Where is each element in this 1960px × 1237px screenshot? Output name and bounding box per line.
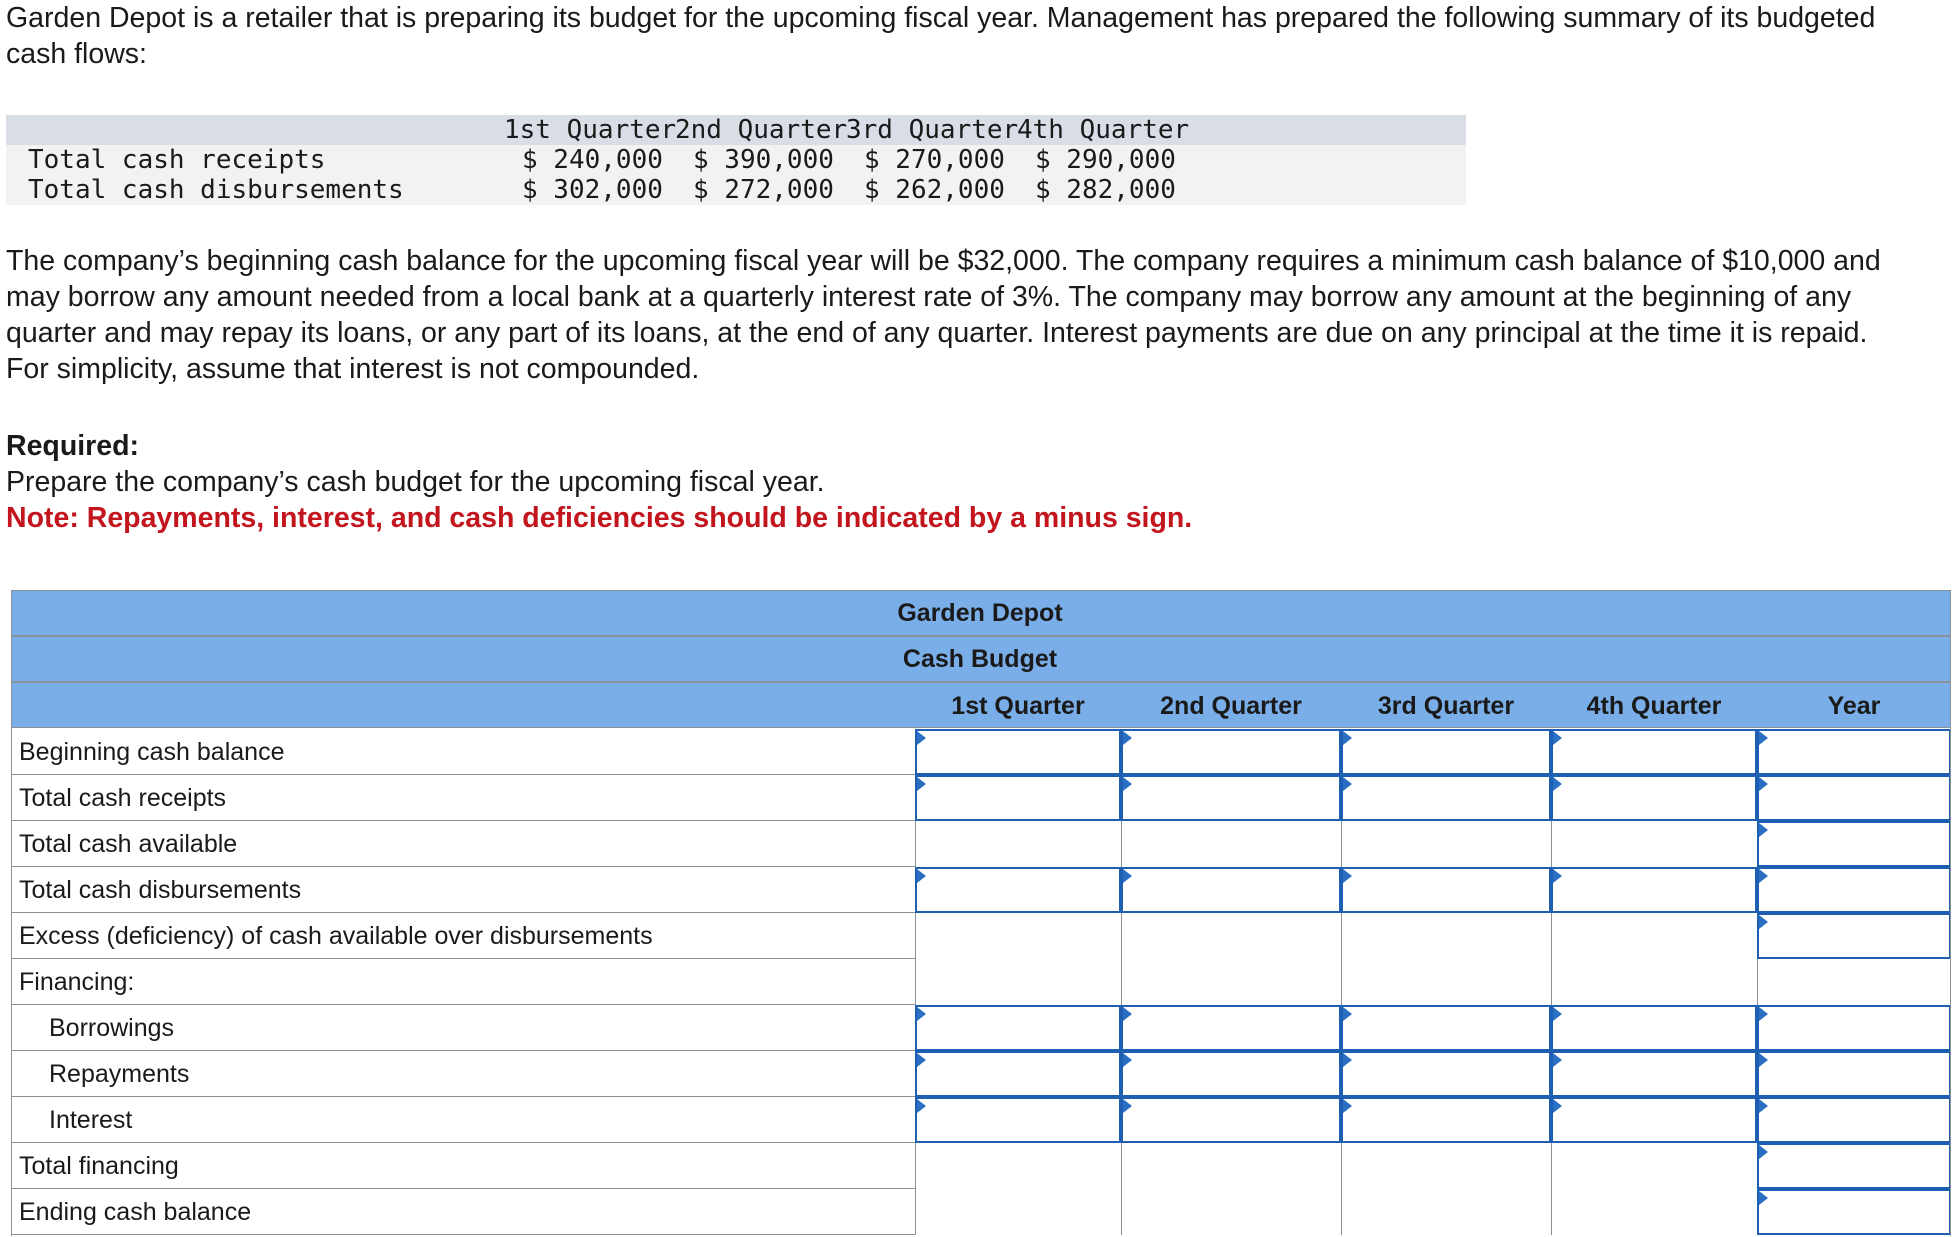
amount-cell	[915, 821, 1121, 867]
summary-value: $ 270,000	[864, 145, 1005, 175]
amount-cell	[1121, 1143, 1341, 1189]
budget-row-label: Total cash receipts	[19, 784, 227, 812]
budget-row	[11, 1051, 1951, 1097]
amount-cell	[915, 959, 1121, 1005]
amount-input[interactable]	[1551, 1051, 1757, 1097]
amount-input[interactable]	[915, 1005, 1121, 1051]
amount-input[interactable]	[1341, 867, 1551, 913]
amount-input[interactable]	[1121, 729, 1341, 775]
summary-header-q3: 3rd Quarter	[846, 115, 1019, 145]
amount-cell	[1551, 1143, 1757, 1189]
amount-cell	[1121, 913, 1341, 959]
amount-cell	[1551, 821, 1757, 867]
amount-input[interactable]	[915, 1097, 1121, 1143]
amount-input[interactable]	[1757, 1189, 1951, 1235]
amount-cell	[1341, 1143, 1551, 1189]
required-instructions: Prepare the company’s cash budget for the upcoming fiscal year.	[6, 466, 825, 498]
summary-row-label: Total cash disbursements	[28, 175, 404, 205]
amount-input[interactable]	[1757, 1005, 1951, 1051]
required-heading: Required:	[6, 430, 140, 462]
amount-cell	[1121, 821, 1341, 867]
budget-row	[11, 775, 1951, 821]
summary-header-q1: 1st Quarter	[504, 115, 677, 145]
budget-row-label: Borrowings	[49, 1014, 175, 1042]
column-header-q4: 4th Quarter	[1586, 692, 1722, 720]
amount-input[interactable]	[1757, 1143, 1951, 1189]
amount-input[interactable]	[1121, 775, 1341, 821]
amount-cell	[1341, 1189, 1551, 1235]
budget-row-label: Total financing	[19, 1152, 179, 1180]
budget-row	[11, 1189, 1951, 1235]
amount-input[interactable]	[1121, 1051, 1341, 1097]
amount-cell	[1341, 821, 1551, 867]
budget-row	[11, 959, 1951, 1005]
amount-input[interactable]	[1121, 1005, 1341, 1051]
budget-title-row	[11, 636, 1951, 682]
column-header-q1: 1st Quarter	[951, 692, 1085, 720]
summary-value: $ 302,000	[522, 175, 663, 205]
amount-input[interactable]	[1757, 867, 1951, 913]
budget-row	[11, 867, 1951, 913]
amount-input[interactable]	[1551, 1097, 1757, 1143]
budget-row	[11, 729, 1951, 775]
budget-row-label: Total cash available	[19, 830, 238, 858]
amount-cell	[915, 1143, 1121, 1189]
amount-input[interactable]	[1121, 1097, 1341, 1143]
amount-input[interactable]	[1551, 1005, 1757, 1051]
budget-row-label: Financing:	[19, 968, 135, 996]
amount-input[interactable]	[1121, 867, 1341, 913]
company-name: Garden Depot	[897, 599, 1063, 627]
amount-cell	[1121, 1189, 1341, 1235]
budget-row	[11, 1143, 1951, 1189]
amount-input[interactable]	[1551, 775, 1757, 821]
amount-input[interactable]	[1757, 729, 1951, 775]
amount-input[interactable]	[1757, 913, 1951, 959]
amount-cell	[1551, 959, 1757, 1005]
summary-value: $ 282,000	[1035, 175, 1176, 205]
summary-value: $ 272,000	[693, 175, 834, 205]
summary-value: $ 262,000	[864, 175, 1005, 205]
amount-cell	[1551, 1189, 1757, 1235]
budget-row	[11, 1097, 1951, 1143]
column-header-q2: 2nd Quarter	[1160, 692, 1302, 720]
amount-input[interactable]	[1341, 1005, 1551, 1051]
intro-paragraph: Garden Depot is a retailer that is preparing its budget for the upcoming fiscal year. Management has prepared the following summary of its budgeted cash flows:	[6, 2, 1876, 70]
amount-cell	[1757, 959, 1951, 1005]
column-header-q3: 3rd Quarter	[1377, 692, 1515, 720]
column-header-year: Year	[1827, 692, 1881, 720]
budget-row	[11, 1005, 1951, 1051]
cash-flow-summary-table	[6, 115, 1466, 205]
budget-row-label: Beginning cash balance	[19, 738, 285, 766]
amount-input[interactable]	[915, 775, 1121, 821]
amount-cell	[915, 1189, 1121, 1235]
table-right-border	[1950, 590, 1951, 1236]
summary-header-q2: 2nd Quarter	[675, 115, 848, 145]
amount-input[interactable]	[915, 1051, 1121, 1097]
summary-value: $ 290,000	[1035, 145, 1176, 175]
amount-cell	[1121, 959, 1341, 1005]
company-name-row	[11, 590, 1951, 636]
budget-row	[11, 913, 1951, 959]
amount-input[interactable]	[1341, 1051, 1551, 1097]
amount-input[interactable]	[1551, 729, 1757, 775]
summary-value: $ 240,000	[522, 145, 663, 175]
summary-row-label: Total cash receipts	[28, 145, 326, 175]
amount-cell	[1341, 913, 1551, 959]
amount-input[interactable]	[1341, 775, 1551, 821]
budget-title: Cash Budget	[902, 645, 1058, 673]
details-paragraph: The company’s beginning cash balance for the upcoming fiscal year will be $32,000. The company requires a minimum cash balance of $10,000 and may borrow any amount needed from a local bank at a quarterly interest rate of 3%. The company may borrow any amount at the beginning of any quarter and may repay its loans, or any part of its loans, at the end of any quarter. Interest payments are due on any principal at the time it is repaid. For simplicity, assume that interest is not compounded.	[6, 245, 1881, 385]
required-note: Note: Repayments, interest, and cash deficiencies should be indicated by a minus sign.	[6, 502, 1193, 534]
amount-input[interactable]	[1551, 867, 1757, 913]
amount-input[interactable]	[915, 867, 1121, 913]
amount-input[interactable]	[1757, 1097, 1951, 1143]
budget-row-label: Repayments	[49, 1060, 190, 1088]
summary-header-q4: 4th Quarter	[1017, 115, 1190, 145]
amount-cell	[915, 913, 1121, 959]
table-left-border	[11, 590, 12, 1236]
budget-row-label: Interest	[49, 1106, 133, 1134]
cash-budget-table	[11, 590, 1951, 1236]
amount-input[interactable]	[915, 729, 1121, 775]
budget-row-label: Total cash disbursements	[19, 876, 302, 904]
amount-cell	[1551, 913, 1757, 959]
amount-input[interactable]	[1757, 821, 1951, 867]
amount-cell	[1341, 959, 1551, 1005]
amount-input[interactable]	[1757, 775, 1951, 821]
budget-row	[11, 821, 1951, 867]
budget-row-label: Excess (deficiency) of cash available over disbursements	[19, 922, 653, 950]
summary-value: $ 390,000	[693, 145, 834, 175]
amount-input[interactable]	[1341, 1097, 1551, 1143]
amount-input[interactable]	[1757, 1051, 1951, 1097]
budget-row-label: Ending cash balance	[19, 1198, 252, 1226]
amount-input[interactable]	[1341, 729, 1551, 775]
